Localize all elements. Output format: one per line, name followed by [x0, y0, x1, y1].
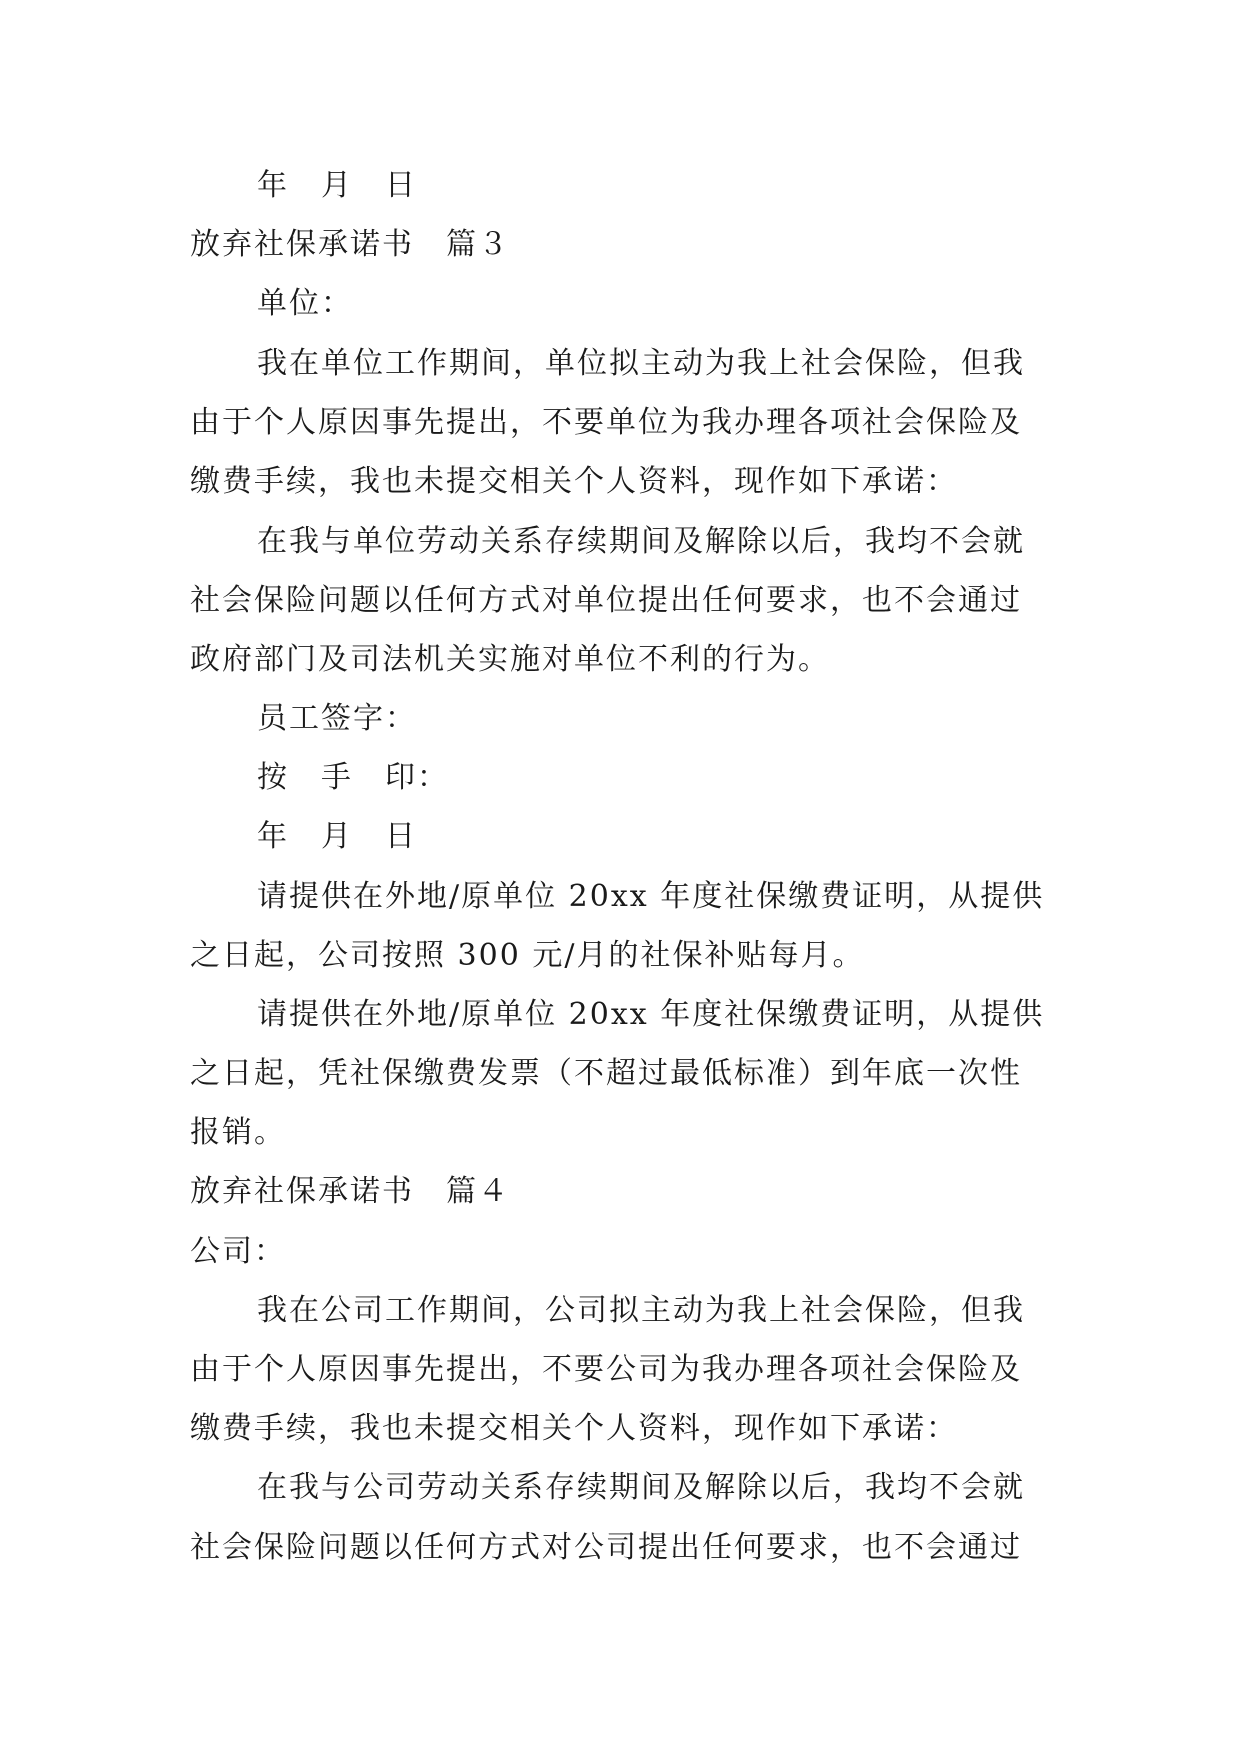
section-heading: 放弃社保承诺书 篇４	[190, 1174, 510, 1209]
paragraph-line: 请提供在外地/原单位 20xx 年度社保缴费证明，从提供	[257, 879, 1045, 914]
paragraph-line: 之日起，公司按照 300 元/月的社保补贴每月。	[190, 938, 865, 973]
paragraph-line: 之日起，凭社保缴费发票（不超过最低标准）到年底一次性	[190, 1056, 1022, 1091]
paragraph-line: 请提供在外地/原单位 20xx 年度社保缴费证明，从提供	[257, 997, 1045, 1032]
addressee: 公司：	[190, 1234, 286, 1269]
paragraph-line: 我在公司工作期间，公司拟主动为我上社会保险，但我	[257, 1293, 1025, 1328]
paragraph-line: 社会保险问题以任何方式对单位提出任何要求，也不会通过	[190, 583, 1022, 618]
date-line: 年 月 日	[257, 168, 417, 203]
paragraph-line: 报销。	[190, 1115, 286, 1150]
paragraph-line: 政府部门及司法机关实施对单位不利的行为。	[190, 642, 830, 677]
fingerprint-line: 按 手 印：	[257, 760, 449, 795]
paragraph-line: 由于个人原因事先提出，不要单位为我办理各项社会保险及	[190, 405, 1022, 440]
date-line: 年 月 日	[257, 819, 417, 854]
paragraph-line: 缴费手续，我也未提交相关个人资料，现作如下承诺：	[190, 464, 958, 499]
signature-line: 员工签字：	[257, 701, 417, 736]
paragraph-line: 由于个人原因事先提出，不要公司为我办理各项社会保险及	[190, 1352, 1022, 1387]
paragraph-line: 在我与公司劳动关系存续期间及解除以后，我均不会就	[257, 1470, 1025, 1505]
paragraph-line: 缴费手续，我也未提交相关个人资料，现作如下承诺：	[190, 1411, 958, 1446]
paragraph-line: 社会保险问题以任何方式对公司提出任何要求，也不会通过	[190, 1530, 1022, 1565]
addressee: 单位：	[257, 286, 353, 321]
paragraph-line: 我在单位工作期间，单位拟主动为我上社会保险，但我	[257, 346, 1025, 381]
section-heading: 放弃社保承诺书 篇３	[190, 227, 510, 262]
paragraph-line: 在我与单位劳动关系存续期间及解除以后，我均不会就	[257, 524, 1025, 559]
